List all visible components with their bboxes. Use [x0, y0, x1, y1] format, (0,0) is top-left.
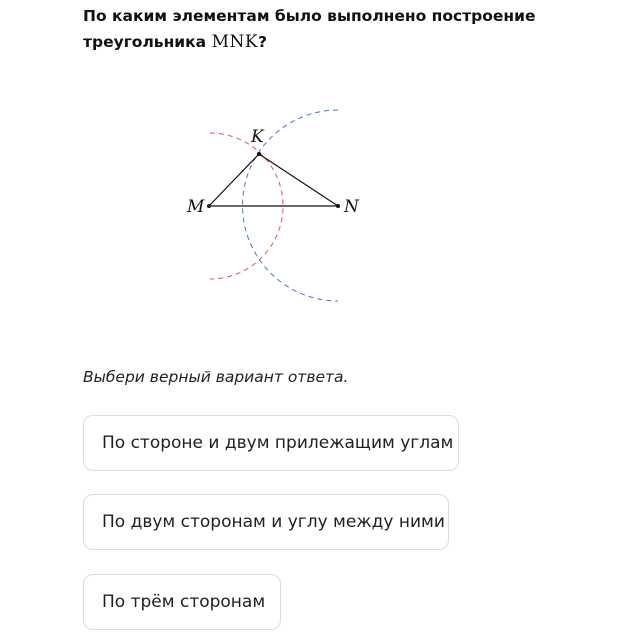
triangle-name: MNK: [211, 32, 259, 52]
vertex-m: [207, 204, 211, 208]
answer-option-label: По двум сторонам и углу между ними: [102, 512, 445, 532]
question-text: [83, 3, 603, 55]
answer-hint: Выбери верный вариант ответа.: [83, 368, 349, 386]
side-mk: [209, 154, 259, 206]
vertex-k: [257, 152, 261, 156]
answer-option-1[interactable]: [83, 415, 459, 471]
answer-option-2[interactable]: [83, 494, 449, 550]
question-body: По каким элементам было выполнено построение треугольника: [83, 7, 536, 51]
label-n: N: [344, 197, 359, 217]
answer-option-label: По стороне и двум прилежащим углам: [102, 433, 454, 453]
answer-option-label: По трём сторонам: [102, 592, 266, 612]
label-m: M: [187, 197, 205, 217]
side-kn: [259, 154, 338, 206]
answer-option-3[interactable]: [83, 574, 281, 630]
label-k: K: [251, 127, 264, 147]
question-mark: ?: [258, 33, 268, 51]
triangle-construction-figure: [170, 100, 390, 315]
vertex-n: [336, 204, 340, 208]
